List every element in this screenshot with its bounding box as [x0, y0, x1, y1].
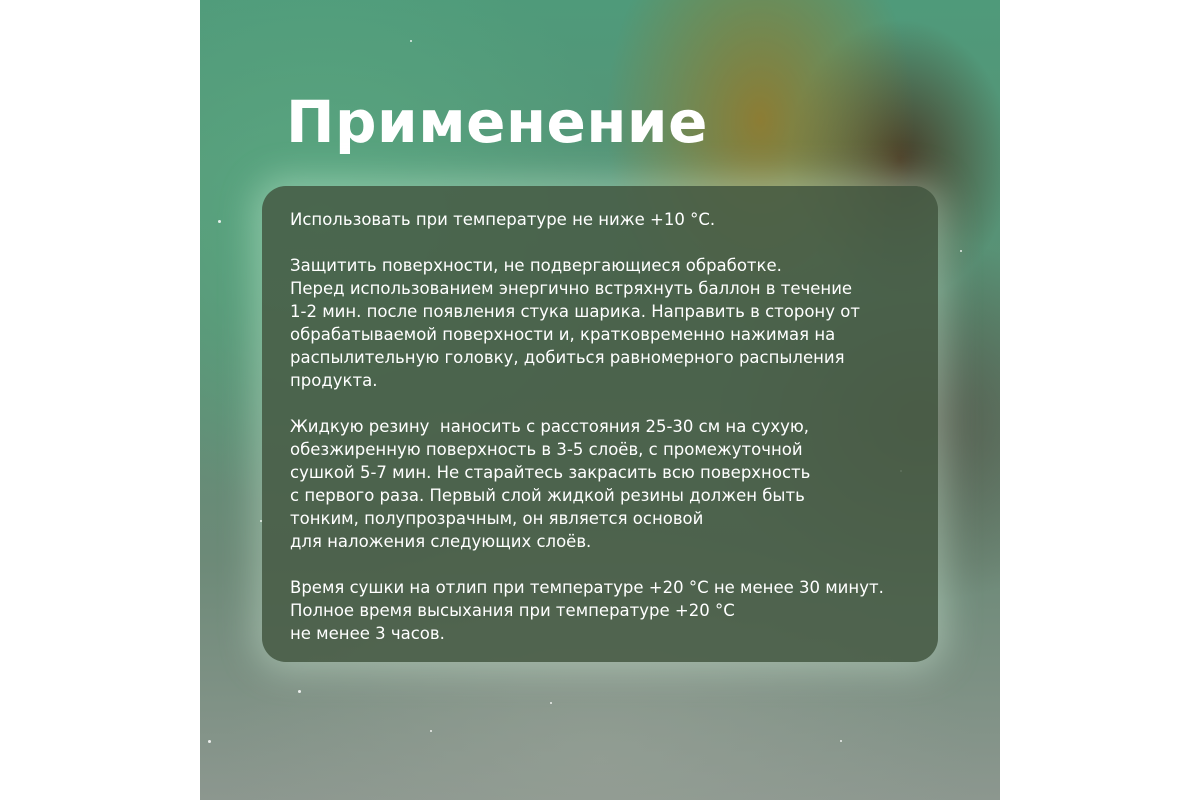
text-line: Время сушки на отлип при температуре +20 °С не менее 30 минут.: [290, 578, 884, 597]
text-line: обрабатываемой поверхности и, кратковременно нажимая на: [290, 325, 836, 344]
text-line: Перед использованием энергично встряхнуть баллон в течение: [290, 279, 853, 298]
page-title: Применение: [286, 88, 708, 156]
instructions-paragraph: [290, 208, 918, 231]
text-line: Полное время высыхания при температуре +20 °С: [290, 601, 735, 620]
star: [410, 40, 412, 42]
text-line: 1-2 мин. после появления стука шарика. Направить в сторону от: [290, 302, 860, 321]
star: [430, 730, 432, 732]
star: [218, 220, 221, 223]
instructions-paragraph: [290, 576, 918, 645]
text-line: Жидкую резину наносить с расстояния 25-30 см на сухую,: [290, 417, 810, 436]
instructions-paragraph: [290, 415, 918, 553]
poster-image: [200, 0, 1000, 800]
text-line: Использовать при температуре не ниже +10 °С.: [290, 210, 716, 229]
star: [960, 250, 962, 252]
instructions-card: [262, 186, 938, 662]
text-line: Защитить поверхности, не подвергающиеся обработке.: [290, 256, 782, 275]
text-line: продукта.: [290, 371, 378, 390]
star: [550, 702, 552, 704]
text-line: для наложения следующих слоёв.: [290, 532, 592, 551]
text-line: распылительную головку, добиться равномерного распыления: [290, 348, 845, 367]
star: [208, 740, 211, 743]
text-line: с первого раза. Первый слой жидкой резины должен быть: [290, 486, 805, 505]
text-line: обезжиренную поверхность в 3-5 слоёв, с промежуточной: [290, 440, 803, 459]
star: [298, 690, 301, 693]
text-line: сушкой 5-7 мин. Не старайтесь закрасить всю поверхность: [290, 463, 811, 482]
text-line: тонким, полупрозрачным, он является основой: [290, 509, 704, 528]
text-line: не менее 3 часов.: [290, 624, 445, 643]
star: [840, 740, 842, 742]
instructions-paragraph: [290, 254, 918, 392]
